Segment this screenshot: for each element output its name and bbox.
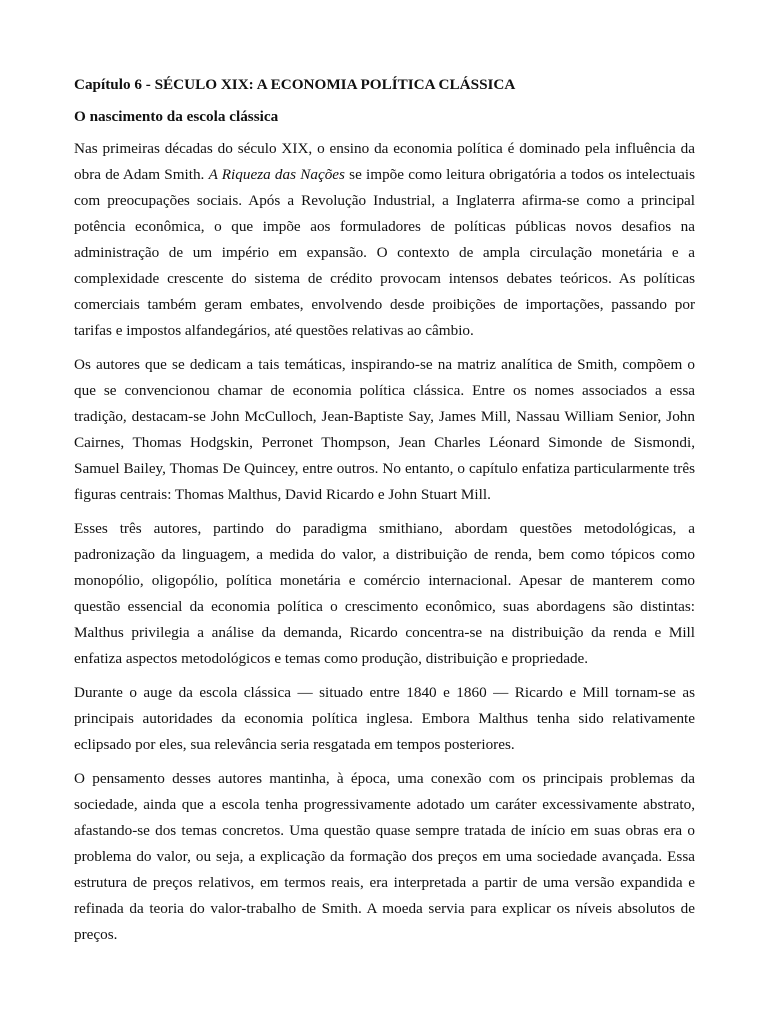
paragraph-1-part-b: se impõe como leitura obrigatória a todos os intelectuais com preocupações sociais. Após a Revolução Industrial, a Inglaterra afirma-se como a principal potência econômica, o que impõe aos formuladores de políticas públicas novos desafios na administração de um império em expansão. O contexto de ampla circulação monetária e a complexidade crescente do sistema de crédito provocam intensos debates teóricos. As políticas comerciais também geram embates, envolvendo desde proibições de importações, passando por tarifas e impostos alfandegários, até questões relativas ao câmbio. [74,166,695,339]
document-page [74,74,695,948]
book-title: A Riqueza das Nações [208,166,345,183]
paragraph-4: Durante o auge da escola clássica — situado entre 1840 e 1860 — Ricardo e Mill tornam-se as principais autoridades da economia política inglesa. Embora Malthus tenha sido relativamente eclipsado por eles, sua relevância seria resgatada em tempos posteriores. [74,684,695,753]
paragraph-2: Os autores que se dedicam a tais temáticas, inspirando-se na matriz analítica de Smith, compõem o que se convencionou chamar de economia política clássica. Entre os nomes associados a essa tradição, destacam-se John McCulloch, Jean-Baptiste Say, James Mill, Nassau William Senior, John Cairnes, Thomas Hodgskin, Perronet Thompson, Jean Charles Léonard Simonde de Sismondi, Samuel Bailey, Thomas De Quincey, entre outros. No entanto, o capítulo enfatiza particularmente três figuras centrais: Thomas Malthus, David Ricardo e John Stuart Mill. [74,356,695,503]
paragraph-3: Esses três autores, partindo do paradigma smithiano, abordam questões metodológicas, a padronização da linguagem, a medida do valor, a distribuição de renda, bem como tópicos como monopólio, oligopólio, política monetária e comércio internacional. Apesar de manterem como questão essencial da economia política o crescimento econômico, suas abordagens são distintas: Malthus privilegia a análise da demanda, Ricardo concentra-se na distribuição da renda e Mill enfatiza aspectos metodológicos e temas como produção, distribuição e propriedade. [74,520,695,667]
paragraph-1 [74,136,695,344]
paragraph-1-part-a: Nas primeiras décadas do século XIX, o ensino da economia política é dominado pela influência da obra de Adam Smith. [74,140,695,183]
chapter-title: Capítulo 6 - SÉCULO XIX: A ECONOMIA POLÍTICA CLÁSSICA [74,76,516,93]
paragraph-5: O pensamento desses autores mantinha, à época, uma conexão com os principais problemas da sociedade, ainda que a escola tenha progressivamente adotado um caráter excessivamente abstrato, afastando-se dos temas concretos. Uma questão quase sempre tratada de início em suas obras era o problema do valor, ou seja, a explicação da formação dos preços em uma sociedade avançada. Essa estrutura de preços relativos, em termos reais, era interpretada a partir de uma versão expandida e refinada da teoria do valor-trabalho de Smith. A moeda servia para explicar os níveis absolutos de preços. [74,770,695,943]
section-title: O nascimento da escola clássica [74,108,279,125]
